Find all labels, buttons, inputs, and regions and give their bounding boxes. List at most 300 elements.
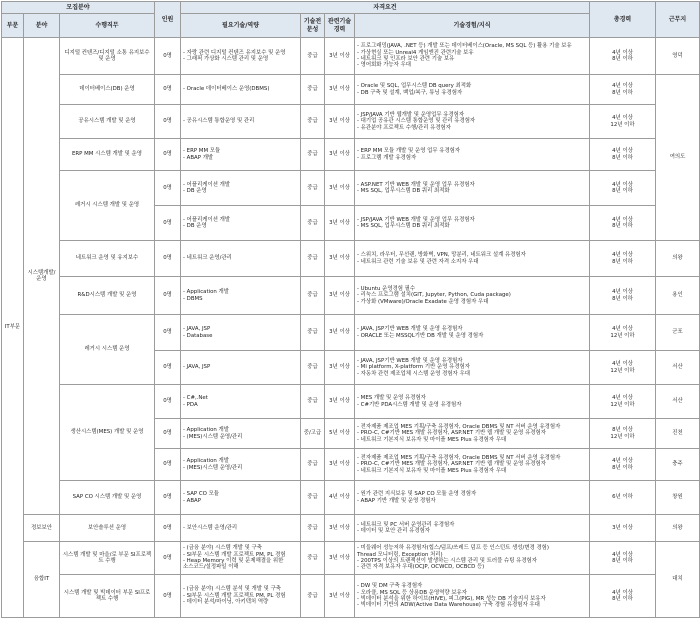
- duty-cell: 레거시 시스템 운영: [60, 315, 155, 385]
- experience-cell: [355, 206, 590, 241]
- experience-list-line: Thread 모니터링, Exception 처리): [357, 551, 443, 558]
- experience-list-line: - 데이터 및 보안 관리 유경험자: [357, 528, 431, 534]
- total-career-list-line: 8년 이하: [612, 464, 633, 471]
- total-career-cell: [590, 277, 656, 315]
- experience-list-line: - 전자제품 제조업 MES 기획/구축 유경험자, Oracle DBMS 및 NT 서버 운영 유경험자: [357, 454, 561, 461]
- total-career-cell: [590, 542, 656, 575]
- header-qualifications: 자격요건: [181, 2, 590, 14]
- headcount-cell: 0명: [155, 385, 181, 419]
- experience-list-line: - 네트워크 기본지식 보유자 및 마이플 MES Plus 유경험자 우대: [357, 467, 507, 474]
- experience-list: [357, 43, 587, 69]
- headcount-cell: 0명: [155, 105, 181, 139]
- duty-cell: ERP MM 시스템 개발 및 운영: [60, 139, 155, 171]
- table-row: [2, 139, 700, 171]
- experience-list-line: - 오라클, MS SQL 등 상용DB 운영역량 보유자: [357, 589, 467, 596]
- total-career-list: [592, 50, 653, 63]
- career-cell: 3년 이상: [325, 449, 355, 481]
- experience-list-line: - 200TPS 이상의 트랜잭션이 발생하는 시스템 관리 및 트러블 슈팅 유경험자: [357, 558, 537, 564]
- skills-list: [183, 364, 298, 370]
- career-cell: 3년 이상: [325, 38, 355, 75]
- level-cell: 중급: [301, 385, 325, 419]
- total-career-list: [592, 252, 653, 265]
- skills-cell: [181, 542, 301, 575]
- headcount-cell: 0명: [155, 351, 181, 385]
- experience-list: [357, 583, 587, 609]
- skills-list-line: - Application 개발: [183, 458, 229, 465]
- experience-list-line: - 프로그래밍(JAVA, .NET 등) 개발 또는 데이터베이스(Oracle, MS SQL 등) 활용 기술 보유: [357, 43, 572, 50]
- experience-list: [357, 326, 587, 339]
- skills-list: [183, 182, 298, 195]
- duty-cell: 네트워크 운영 및 유지보수: [60, 241, 155, 277]
- career-cell: 3년 이상: [325, 75, 355, 105]
- experience-list-line: - 미들웨어 성능저하 유경험자(힙스/덤프/쓰레드 덤프 등 인스턴트 생성/변경 경험): [357, 545, 549, 552]
- experience-list-line: - ABAP 기반 개발 및 운영 경험자: [357, 497, 436, 504]
- skills-list-line: - Application 개발: [183, 289, 229, 296]
- skills-cell: [181, 105, 301, 139]
- total-career-list-line: 12년 이하: [610, 121, 635, 128]
- header-field: 분야: [24, 14, 60, 38]
- skills-list-line: - 공유시스템 통합운영 및 관리: [183, 118, 255, 125]
- experience-list-line: - 프로그램 개발 유경험자: [357, 154, 417, 161]
- total-career-list: [592, 289, 653, 302]
- experience-list: [357, 286, 587, 305]
- location-cell: 대치: [656, 542, 700, 618]
- level-cell: 중급: [301, 449, 325, 481]
- header-recruit-field: 모집분야: [2, 2, 155, 14]
- experience-list-line: - 영어회화 가능자 우대: [357, 62, 411, 69]
- experience-list: [357, 182, 587, 195]
- skills-list: [183, 545, 298, 571]
- header-tech-experience: 기술경험/지식: [355, 14, 590, 38]
- level-cell: 중급: [301, 481, 325, 515]
- experience-list-line: - ASP.NET 기반 WEB 개발 및 운영 업무 유경험자: [357, 181, 475, 188]
- skills-list-line: - 보안시스템 운영/관리: [183, 524, 238, 531]
- experience-list: [357, 252, 587, 265]
- total-career-list: [592, 427, 653, 440]
- total-career-list-line: 8년 이하: [612, 154, 633, 161]
- duty-cell: 레거시 시스템 개발 및 운영: [60, 171, 155, 241]
- total-career-list-line: 12년 이하: [610, 401, 635, 408]
- skills-list-line: - 데이터 분석/마이닝, 아키텍처 역량: [183, 599, 269, 606]
- experience-list-line: - MS SQL, 업무시스템 DB 쿼리 최적화: [357, 223, 450, 229]
- total-career-list-line: 4년 이상: [612, 551, 633, 558]
- experience-list: [357, 395, 587, 408]
- experience-list-line: - 네트워크 기본지식 보유자 및 마이플 MES Plus 유경험자 우대: [357, 436, 507, 443]
- skills-list: [183, 458, 298, 471]
- total-career-cell: [590, 75, 656, 105]
- field-cell: 정보보안: [24, 515, 60, 542]
- headcount-cell: 0명: [155, 481, 181, 515]
- headcount-cell: 0명: [155, 206, 181, 241]
- total-career-list-line: 8년 이하: [612, 188, 633, 194]
- experience-cell: [355, 449, 590, 481]
- header-total-career: 총경력: [590, 2, 656, 38]
- total-career-list-line: 4년 이상: [612, 181, 633, 188]
- total-career-list-line: 12년 이하: [610, 433, 635, 440]
- experience-cell: [355, 481, 590, 515]
- experience-list-line: - 가상현실 또는 Unreal4 게임엔진 관련기술 보유: [357, 49, 474, 56]
- table-row: [2, 542, 700, 575]
- table-row: [2, 241, 700, 277]
- experience-list: [357, 217, 587, 230]
- experience-list-line: - MS SQL, 업무시스템 DB 쿼리 최적화: [357, 188, 450, 194]
- experience-cell: [355, 105, 590, 139]
- experience-list-line: - JSP/JAVA 기반 웹개발 및 운영업무 유경험자: [357, 111, 465, 118]
- skills-list: [183, 118, 298, 124]
- location-cell: 서산: [656, 351, 700, 385]
- skills-list-line: - C#,.Net: [183, 395, 208, 402]
- experience-list-line: - 네트워크 관련 기술 보유 및 관련 자격 소지자 우대: [357, 258, 479, 265]
- total-career-list-line: 8년 이하: [612, 596, 633, 602]
- career-cell: 3년 이상: [325, 171, 355, 206]
- experience-cell: [355, 38, 590, 75]
- total-career-list-line: 8년 이하: [612, 558, 633, 564]
- skills-list-line: - SAP CO 모듈: [183, 491, 219, 498]
- headcount-cell: 0명: [155, 449, 181, 481]
- total-career-cell: [590, 449, 656, 481]
- headcount-cell: 0명: [155, 575, 181, 618]
- duty-cell: 공유시스템 개발 및 운영: [60, 105, 155, 139]
- total-career-list-line: 6년 이하: [612, 494, 633, 501]
- level-cell: 중급: [301, 241, 325, 277]
- skills-list-line: - SI부문 시스템 개발 프로젝트 PM, PL 경험: [183, 592, 286, 599]
- headcount-cell: 0명: [155, 277, 181, 315]
- skills-list-line: 소스코드/설정파일 이해: [183, 564, 239, 571]
- experience-list-line: - JAVA, JSP기반 WEB 개발 및 운영 유경험자: [357, 357, 463, 364]
- skills-list-line: - 어플리케이션 개발: [183, 216, 231, 223]
- career-cell: 3년 이상: [325, 542, 355, 575]
- experience-list: [357, 112, 587, 131]
- skills-cell: [181, 515, 301, 542]
- total-career-list-line: 8년 이하: [612, 89, 633, 96]
- experience-list-line: - Oracle 및 SQL, 업무시스템 DB query 최적화: [357, 83, 472, 90]
- header-skill-level: 기술전문성: [301, 14, 325, 38]
- total-career-list: [592, 361, 653, 374]
- experience-list: [357, 522, 587, 535]
- experience-list-line: - 스위치, 라우터, 무선랜, 방화벽, VPN, 망분리, 네트워크 설계 유경험자: [357, 252, 526, 259]
- experience-list-line: - 자동차 관련 제조업체 시스템 운영 경험자 우대: [357, 370, 470, 377]
- total-career-list-line: 12년 이하: [610, 332, 635, 339]
- total-career-cell: [590, 351, 656, 385]
- headcount-cell: 0명: [155, 542, 181, 575]
- skills-list-line: - Oracle 데이터베이스 운영(DBMS): [183, 86, 270, 93]
- total-career-list: [592, 217, 653, 230]
- table-row: [2, 515, 700, 542]
- total-career-list-line: 4년 이상: [612, 326, 633, 333]
- experience-cell: [355, 542, 590, 575]
- level-cell: 중급: [301, 351, 325, 385]
- total-career-list-line: 4년 이상: [612, 289, 633, 296]
- headcount-cell: 0명: [155, 38, 181, 75]
- skills-list: [183, 491, 298, 504]
- total-career-list-line: 3년 이상: [612, 524, 633, 531]
- experience-list-line: - C#기반 PDA시스템 개발 및 운영 유경험자: [357, 401, 462, 408]
- career-cell: 3년 이상: [325, 315, 355, 351]
- table-row: [2, 481, 700, 515]
- skills-list-line: - (금융 분야) 시스템 분석 및 개발 및 구축: [183, 586, 281, 593]
- career-cell: 5년 이상: [325, 419, 355, 449]
- total-career-cell: [590, 515, 656, 542]
- total-career-list-line: 8년 이하: [612, 295, 633, 302]
- experience-list-line: - 빅데이터 분석을 위한 하이브(HIVE), 피그(PIG), MR 성능 DB 기술지식 보유자: [357, 596, 546, 602]
- total-career-cell: [590, 139, 656, 171]
- career-cell: 3년 이상: [325, 385, 355, 419]
- table-row: [2, 277, 700, 315]
- experience-cell: [355, 277, 590, 315]
- level-cell: 중급: [301, 171, 325, 206]
- job-posting-table: [1, 1, 700, 618]
- duty-cell: 시스템 개발 및 마을/로 부문 SI프로젝트 수행: [60, 542, 155, 575]
- skills-list-line: - Heap Memory 이력 및 문제해결을 위한: [183, 558, 284, 564]
- total-career-list-line: 4년 이상: [612, 252, 633, 259]
- level-cell: 중급: [301, 315, 325, 351]
- experience-list: [357, 424, 587, 443]
- duty-cell: 시스템 개발 및 빅데이터 부문 SI프로젝트 수행: [60, 575, 155, 618]
- career-cell: 4년 이상: [325, 481, 355, 515]
- skills-list: [183, 50, 298, 63]
- table-row: [2, 75, 700, 105]
- career-cell: 3년 이상: [325, 206, 355, 241]
- experience-cell: [355, 419, 590, 449]
- level-cell: 중급: [301, 277, 325, 315]
- total-career-cell: [590, 385, 656, 419]
- experience-list-line: - 전자제품 제조업 MES 기획/구축 유경험자, Oracle DBMS 및 NT 서버 운영 유경험자: [357, 423, 561, 430]
- experience-list-line: - ERP MM 모듈 개발 및 운영 업무 유경험자: [357, 148, 461, 155]
- duty-cell: 생산시스템(MES) 개발 및 운영: [60, 385, 155, 481]
- total-career-list-line: 8년 이상: [612, 427, 633, 434]
- duty-cell: 보안솔루션 운영: [60, 515, 155, 542]
- experience-cell: [355, 171, 590, 206]
- experience-list: [357, 455, 587, 474]
- experience-list-line: - JSP/JAVA 기반 WEB 개발 및 운영 업무 유경험자: [357, 216, 475, 223]
- level-cell: 중급: [301, 75, 325, 105]
- skills-list-line: - 어플리케이션 개발: [183, 181, 231, 188]
- experience-cell: [355, 75, 590, 105]
- skills-list: [183, 395, 298, 408]
- total-career-list-line: 8년 이하: [612, 223, 633, 229]
- headcount-cell: 0명: [155, 75, 181, 105]
- total-career-list-line: 4년 이상: [612, 395, 633, 402]
- dept-cell: IT부문: [2, 38, 24, 618]
- location-cell: 서산: [656, 385, 700, 419]
- experience-cell: [355, 351, 590, 385]
- experience-list-line: - 빅데이터 기반의 ADW(Active Data Warehouse) 구축 경험 유경험자 우대: [357, 602, 540, 609]
- total-career-list-line: 4년 이상: [612, 148, 633, 155]
- skills-list: [183, 86, 298, 92]
- skills-list-line: - Application 개발: [183, 427, 229, 434]
- location-cell: 창원: [656, 481, 700, 515]
- experience-list: [357, 358, 587, 377]
- career-cell: 3년 이상: [325, 351, 355, 385]
- skills-list-line: - (MES)시스템 운영/관리: [183, 433, 243, 440]
- experience-list-line: - 원가 관련 지식보유 및 SAP CO 모듈 운영 경험자: [357, 491, 477, 498]
- experience-list: [357, 545, 587, 571]
- location-cell: 용인: [656, 277, 700, 315]
- total-career-cell: [590, 206, 656, 241]
- level-cell: 중급: [301, 575, 325, 618]
- skills-list-line: - DB 운영: [183, 188, 207, 194]
- experience-list-line: - PRO-C, C#기반 MES 개발 유경험자, ASP.NET 기반 웹 개발 및 운영 유경험자: [357, 430, 546, 437]
- header-headcount: 인원: [155, 2, 181, 38]
- skills-list-line: - JAVA, JSP: [183, 364, 211, 371]
- experience-cell: [355, 315, 590, 351]
- skills-list: [183, 255, 298, 261]
- headcount-cell: 0명: [155, 171, 181, 206]
- total-career-list: [592, 148, 653, 161]
- total-career-list-line: 8년 이하: [612, 56, 633, 62]
- career-cell: 3년 이상: [325, 241, 355, 277]
- skills-list-line: - ERP MM 모듈: [183, 148, 221, 155]
- skills-list-line: - DBMS: [183, 295, 203, 302]
- headcount-cell: 0명: [155, 419, 181, 449]
- skills-cell: [181, 75, 301, 105]
- total-career-list: [592, 395, 653, 408]
- total-career-list: [592, 326, 653, 339]
- career-cell: 3년 이상: [325, 139, 355, 171]
- skills-list: [183, 289, 298, 302]
- career-cell: 3년 이상: [325, 575, 355, 618]
- total-career-list: [592, 525, 653, 531]
- skills-cell: [181, 481, 301, 515]
- skills-list-line: - ABAP 개발: [183, 154, 214, 161]
- location-cell: 의왕: [656, 515, 700, 542]
- skills-cell: [181, 575, 301, 618]
- skills-list: [183, 217, 298, 230]
- level-cell: 중급: [301, 105, 325, 139]
- skills-list-line: - JAVA, JSP: [183, 326, 211, 333]
- skills-list: [183, 427, 298, 440]
- experience-list-line: - JAVA, JSP기반 WEB 개발 및 운영 유경험자: [357, 326, 463, 333]
- level-cell: 중급: [301, 38, 325, 75]
- total-career-list-line: 8년 이하: [612, 258, 633, 265]
- experience-list-line: - PRO-C, C#기반 MES 개발 유경험자, ASP.NET 기반 웹 개발 및 운영 유경험자: [357, 461, 546, 468]
- skills-cell: [181, 171, 301, 206]
- skills-cell: [181, 38, 301, 75]
- experience-list-line: - MES 개발 및 운영 유경험자: [357, 395, 426, 402]
- experience-list: [357, 491, 587, 504]
- experience-list-line: - 유관분야 프로젝트 수행/관리 유경험자: [357, 124, 451, 131]
- location-cell: 영덕: [656, 38, 700, 75]
- total-career-list-line: 4년 이상: [612, 115, 633, 122]
- total-career-list-line: 4년 이상: [612, 49, 633, 56]
- experience-list-line: - 가상화 (VMware)/Oracle Exadate 운영 경험자 우대: [357, 298, 489, 305]
- skills-list: [183, 525, 298, 531]
- total-career-cell: [590, 419, 656, 449]
- field-cell: 융합IT: [24, 542, 60, 618]
- total-career-list: [592, 552, 653, 565]
- location-cell: 의왕: [656, 241, 700, 277]
- total-career-list-line: 4년 이상: [612, 458, 633, 465]
- skills-cell: [181, 449, 301, 481]
- skills-list-line: - 네트워크 운영/관리: [183, 255, 232, 262]
- table-row: [2, 385, 700, 419]
- duty-cell: R&D시스템 개발 및 운영: [60, 277, 155, 315]
- skills-list-line: - PDA: [183, 401, 198, 408]
- skills-cell: [181, 419, 301, 449]
- table-row: [2, 38, 700, 75]
- location-cell: 충주: [656, 449, 700, 481]
- headcount-cell: 0명: [155, 241, 181, 277]
- skills-cell: [181, 315, 301, 351]
- location-cell: 여의도: [656, 75, 700, 241]
- total-career-list: [592, 458, 653, 471]
- headcount-cell: 0명: [155, 315, 181, 351]
- skills-cell: [181, 206, 301, 241]
- header-required-skill: 필요기술/역량: [181, 14, 301, 38]
- experience-list-line: - Mi platform, X-platform 기반 운영 유경험자: [357, 364, 470, 371]
- skills-list-line: - DB 운영: [183, 223, 207, 229]
- level-cell: 중급: [301, 139, 325, 171]
- total-career-cell: [590, 481, 656, 515]
- skills-list-line: - (금융 분야) 시스템 개발 및 구축: [183, 545, 262, 552]
- total-career-list: [592, 115, 653, 128]
- total-career-cell: [590, 171, 656, 206]
- total-career-list: [592, 182, 653, 195]
- experience-cell: [355, 241, 590, 277]
- experience-list-line: - DB 구축 및 설계, 백업/복구, 튜닝 유경험자: [357, 89, 463, 96]
- experience-list-line: - 리눅스 프로그램 설치(GIT, Jupyter, Python, Cuda package): [357, 292, 511, 299]
- field-cell: 시스템개발/운영: [24, 38, 60, 515]
- duty-cell: SAP CO 시스템 개발 및 운영: [60, 481, 155, 515]
- experience-list-line: - 관련 자격 보유자 우대(OCJP, OCWCD, OCBCD 등): [357, 564, 485, 571]
- experience-cell: [355, 139, 590, 171]
- total-career-cell: [590, 575, 656, 618]
- header-related-career: 관련기술경력: [325, 14, 355, 38]
- total-career-cell: [590, 315, 656, 351]
- table-row: [2, 575, 700, 618]
- headcount-cell: 0명: [155, 139, 181, 171]
- skills-list: [183, 586, 298, 605]
- total-career-list: [592, 494, 653, 500]
- total-career-list-line: 4년 이상: [612, 589, 633, 596]
- experience-cell: [355, 515, 590, 542]
- experience-list: [357, 83, 587, 96]
- experience-list-line: - 대기업 공유관 시스템 통합운영 및 관리 유경험자: [357, 118, 476, 125]
- level-cell: 중급: [301, 542, 325, 575]
- skills-list-line: - 자랑 관련 디지털 컨텐즈 유지보수 및 운영: [183, 49, 286, 56]
- level-cell: 중/고급: [301, 419, 325, 449]
- skills-cell: [181, 351, 301, 385]
- skills-list-line: - Database: [183, 332, 213, 339]
- skills-cell: [181, 241, 301, 277]
- table-row: [2, 171, 700, 206]
- level-cell: 중급: [301, 515, 325, 542]
- skills-list-line: - (MES)시스템 운영/관리: [183, 464, 243, 471]
- skills-cell: [181, 139, 301, 171]
- experience-list-line: - Ubuntu 운영경험 필수: [357, 285, 416, 292]
- skills-list: [183, 326, 298, 339]
- total-career-cell: [590, 105, 656, 139]
- skills-cell: [181, 277, 301, 315]
- location-cell: 군포: [656, 315, 700, 351]
- total-career-list-line: 4년 이상: [612, 216, 633, 223]
- total-career-list-line: 12년 이하: [610, 367, 635, 374]
- level-cell: 중급: [301, 206, 325, 241]
- skills-list-line: - ABAP: [183, 497, 201, 504]
- location-cell: 진천: [656, 419, 700, 449]
- total-career-list-line: 4년 이상: [612, 361, 633, 368]
- header-duty: 수행직무: [60, 14, 155, 38]
- duty-cell: 데이터베이스(DB) 운영: [60, 75, 155, 105]
- total-career-cell: [590, 38, 656, 75]
- experience-list-line: - DW 및 DM 구축 유경험자: [357, 583, 423, 590]
- experience-list-line: - ORACLE 또는 MSSQL기반 DB 개발 및 운영 경험자: [357, 332, 484, 339]
- duty-cell: 디지털 컨텐즈/디지털 소통 유지보수 및 운영: [60, 38, 155, 75]
- table-row: [2, 315, 700, 351]
- career-cell: 3년 이상: [325, 515, 355, 542]
- skills-list-line: - 그래픽 가상화 시스템 관리 및 운영: [183, 56, 269, 62]
- experience-list-line: - 네트워크 및 인프라 보안 관련 기술 보유: [357, 56, 455, 62]
